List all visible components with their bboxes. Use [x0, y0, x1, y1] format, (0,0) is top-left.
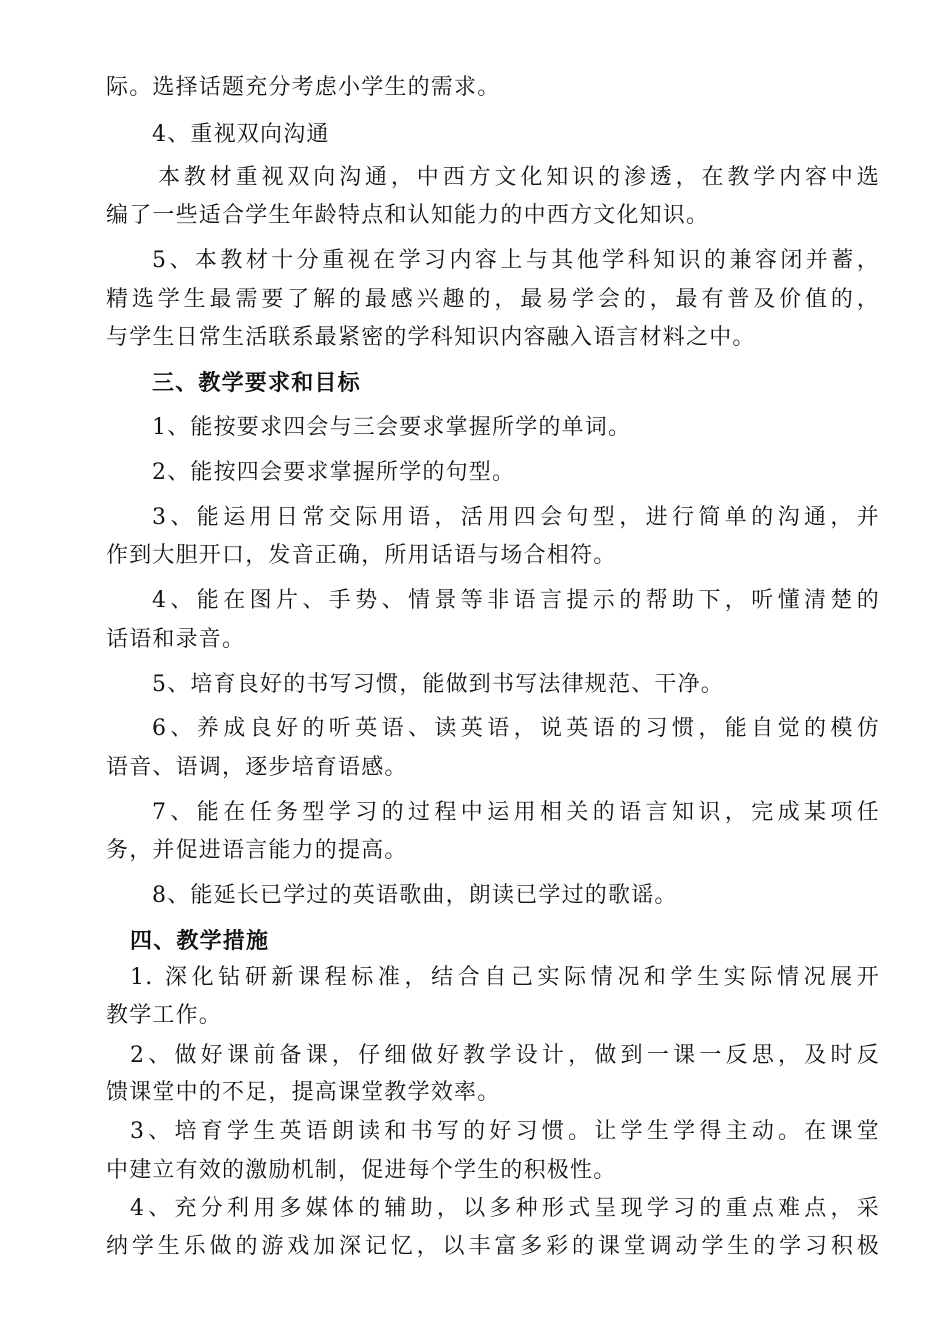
text-line: 馈课堂中的不足，提高课堂教学效率。 [106, 1080, 501, 1105]
text-line: 3、能运用日常交际用语，活用四会句型，进行简单的沟通，并 [152, 505, 880, 530]
text-line: 3、培育学生英语朗读和书写的好习惯。让学生学得主动。在课堂 [130, 1119, 880, 1144]
text-line: 7、能在任务型学习的过程中运用相关的语言知识，完成某项任 [152, 800, 880, 825]
text-line: 5、本教材十分重视在学习内容上与其他学科知识的兼容闭并蓄， [152, 248, 880, 273]
section-heading: 三、教学要求和目标 [152, 370, 361, 396]
text-line: 话语和录音。 [106, 627, 246, 652]
text-line: 4、充分利用多媒体的辅助，以多种形式呈现学习的重点难点，采 [130, 1196, 880, 1221]
text-line: 际。选择话题充分考虑小学生的需求。 [106, 75, 501, 100]
text-line: 6、养成良好的听英语、读英语，说英语的习惯，能自觉的模仿 [152, 716, 880, 741]
text-line: 2、能按四会要求掌握所学的句型。 [152, 460, 516, 485]
text-line: 5、培育良好的书写习惯，能做到书写法律规范、干净。 [152, 672, 724, 697]
text-line: 本教材重视双向沟通，中西方文化知识的渗透，在教学内容中选 [158, 165, 880, 190]
text-line: 务，并促进语言能力的提高。 [106, 838, 408, 863]
text-line: 语音、语调，逐步培育语感。 [106, 755, 408, 780]
text-line: 4、能在图片、手势、情景等非语言提示的帮助下，听懂清楚的 [152, 588, 880, 613]
text-line: 作到大胆开口，发音正确，所用话语与场合相符。 [106, 543, 617, 568]
text-line: 纳学生乐做的游戏加深记忆，以丰富多彩的课堂调动学生的学习积极 [106, 1234, 880, 1259]
text-line: 2、做好课前备课，仔细做好教学设计，做到一课一反思，及时反 [130, 1043, 880, 1068]
section-heading: 4、重视双向沟通 [152, 122, 330, 147]
text-line: 编了一些适合学生年龄特点和认知能力的中西方文化知识。 [106, 203, 710, 228]
text-line: 中建立有效的激励机制，促进每个学生的积极性。 [106, 1158, 617, 1183]
text-line: 教学工作。 [106, 1003, 223, 1028]
text-line: 精选学生最需要了解的最感兴趣的，最易学会的，最有普及价值的， [106, 287, 880, 312]
section-heading: 四、教学措施 [130, 928, 270, 954]
text-line: 1. 深化钻研新课程标准，结合自己实际情况和学生实际情况展开 [130, 965, 880, 990]
text-line: 1、能按要求四会与三会要求掌握所学的单词。 [152, 415, 632, 440]
text-line: 与学生日常生活联系最紧密的学科知识内容融入语言材料之中。 [106, 325, 756, 350]
text-line: 8、能延长已学过的英语歌曲，朗读已学过的歌谣。 [152, 883, 678, 908]
